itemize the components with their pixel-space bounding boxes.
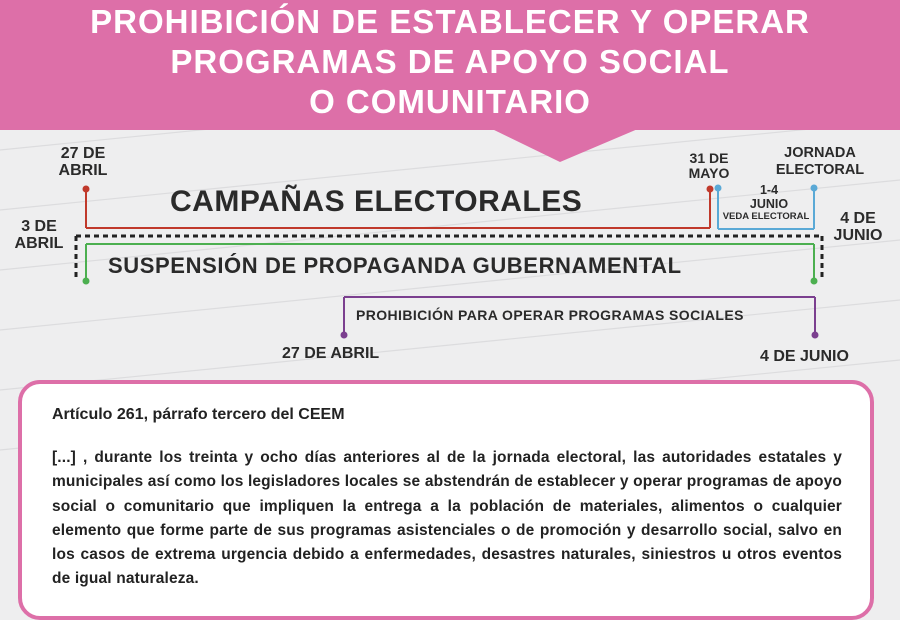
suspension-start-date-line-2: ABRIL [14, 235, 64, 252]
programs-start-dot [341, 332, 348, 339]
veda-dates-line-2: JUNIO [749, 197, 789, 211]
campaign-end-date-line-1: 31 DE [689, 150, 729, 166]
programs-start-date: 27 DE ABRIL [282, 345, 380, 362]
election-day-dot [811, 185, 818, 192]
election-day-label-line-1: JORNADA [784, 145, 856, 161]
programs-title: PROHIBICIÓN PARA OPERAR PROGRAMAS SOCIALES [356, 307, 744, 323]
suspension-start-date [6, 218, 72, 252]
suspension-start-date-line-1: 3 DE [21, 218, 57, 235]
veda-start-dot [715, 185, 722, 192]
suspension-end-date-line-1: 4 DE [840, 210, 876, 227]
veda-label: VEDA ELECTORAL [722, 211, 810, 222]
campaigns-title: CAMPAÑAS ELECTORALES [170, 185, 583, 218]
suspension-end-date [825, 210, 891, 244]
suspension-end-dot [811, 278, 818, 285]
article-heading: Artículo 261, párrafo tercero del CEEM [52, 406, 345, 423]
campaign-start-dot [83, 186, 90, 193]
campaign-start-date-line-1: 27 DE [60, 145, 106, 162]
banner-title-line-3: O COMUNITARIO [309, 83, 591, 120]
veda-dates [730, 183, 808, 211]
campaign-end-date-line-2: MAYO [688, 165, 730, 181]
election-day-label-line-2: ELECTORAL [775, 162, 865, 178]
campaign-start-date [50, 145, 116, 179]
programs-end-dot [812, 332, 819, 339]
campaign-end-date [680, 151, 738, 181]
suspension-end-date-line-2: JUNIO [833, 227, 883, 244]
suspension-start-dot [83, 278, 90, 285]
banner-title-line-2: PROGRAMAS DE APOYO SOCIAL [170, 43, 730, 80]
suspension-title: SUSPENSIÓN DE PROPAGANDA GUBERNAMENTAL [108, 253, 682, 278]
election-day-label [762, 145, 878, 179]
article-body: [...] , durante los treinta y ocho días anteriores al de la jornada electoral, las autoridades estatales y municipales así como los legisladores locales se abstendrán de establecer y operar programas de apoyo social o comunitario que impliquen la entrega a la población de materiales, alimentos o cualquier elemento que forme parte de sus programas asistenciales o de promoción y desarrollo social, salvo en los casos de extrema urgencia debido a enfermedades, desastres naturales, siniestros u otros eventos de igual naturaleza. [52, 449, 842, 588]
veda-dates-line-1: 1-4 [759, 183, 779, 197]
banner-title-line-1: PROHIBICIÓN DE ESTABLECER Y OPERAR [90, 3, 810, 40]
campaign-end-dot [707, 186, 714, 193]
article-card [18, 380, 874, 620]
campaign-start-date-line-2: ABRIL [58, 162, 108, 179]
programs-end-date: 4 DE JUNIO [760, 348, 849, 365]
